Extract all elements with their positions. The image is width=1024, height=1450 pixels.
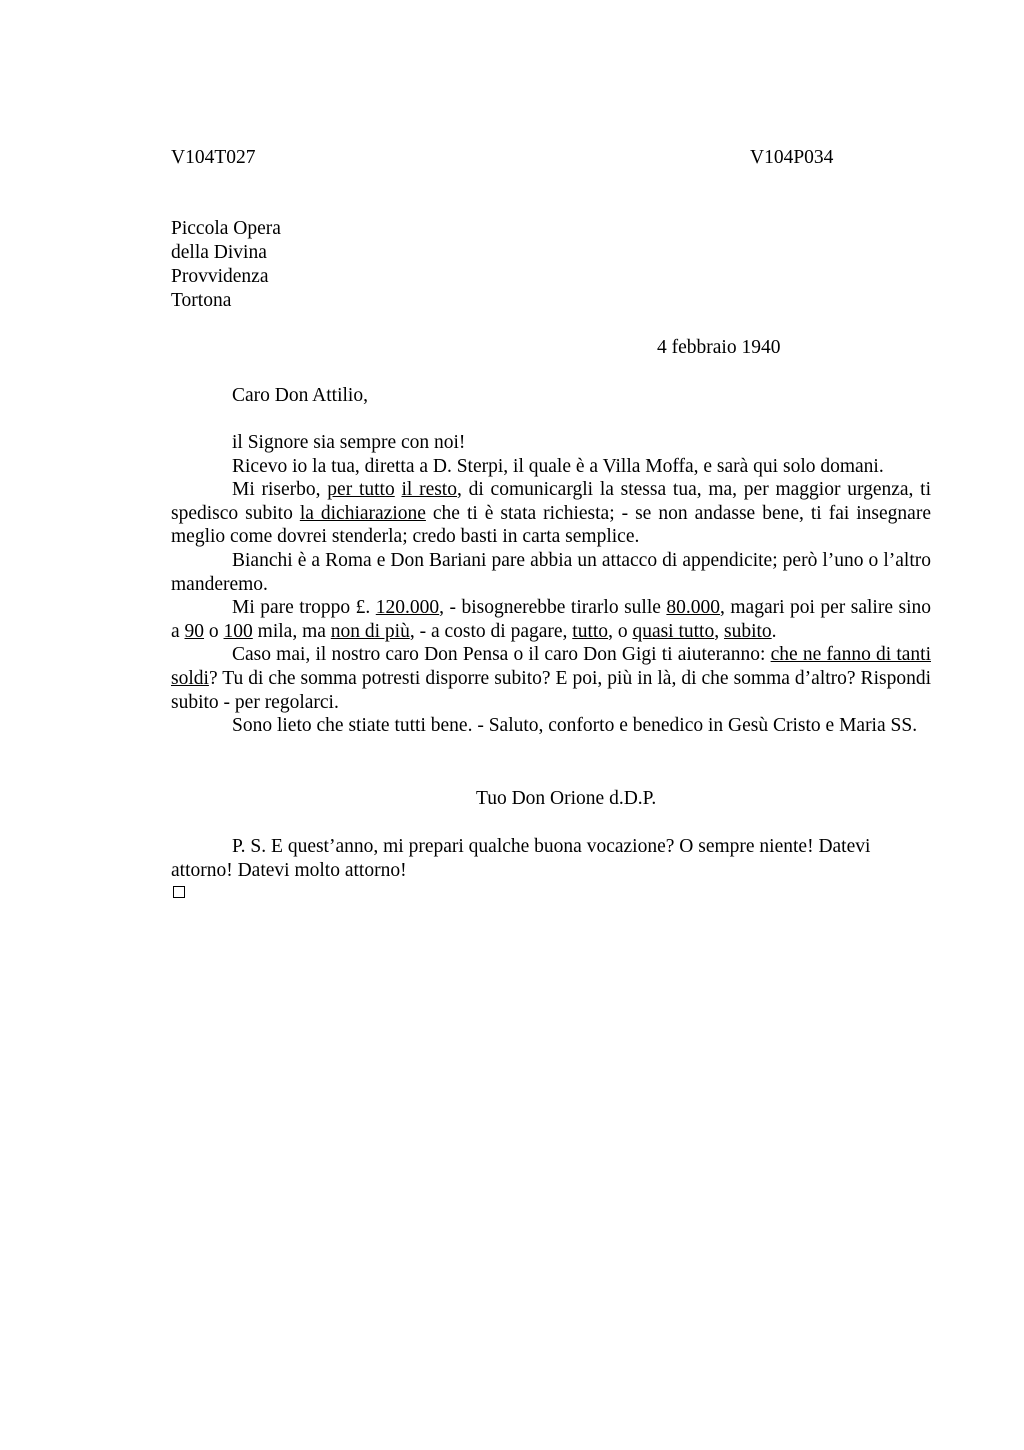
body-paragraph: il Signore sia sempre con noi! xyxy=(232,432,466,453)
underlined-text: subito xyxy=(723,620,772,642)
signature: Tuo Don Orione d.D.P. xyxy=(476,788,657,809)
underlined-text: quasi tutto xyxy=(632,620,715,642)
sender-address xyxy=(171,217,281,313)
salutation: Caro Don Attilio, xyxy=(232,385,368,406)
letter-date: 4 febbraio 1940 xyxy=(657,337,781,358)
empty-square-icon xyxy=(173,886,185,898)
body-paragraph: Caso mai, il nostro caro Don Pensa o il caro Don Gigi ti aiuteranno: che ne fanno di tanti soldi? Tu di che somma potresti disporre subito? E poi, più in là, di che somma d’altro? Rispondi subito - per regolarci. xyxy=(171,644,931,713)
underlined-text: non di più xyxy=(330,620,410,642)
sender-line: Tortona xyxy=(171,290,232,311)
underlined-text: 100 xyxy=(223,620,253,642)
underlined-text: 90 xyxy=(184,620,205,642)
underlined-text: il resto xyxy=(401,479,457,501)
underlined-text: che ne fanno di tanti soldi xyxy=(171,644,931,689)
postscript xyxy=(171,835,931,883)
sender-line: Provvidenza xyxy=(171,266,269,287)
document-code-left: V104T027 xyxy=(171,147,256,168)
underlined-text: la dichiarazione xyxy=(299,502,426,524)
body-paragraph: Mi riserbo, per tutto il resto, di comunicargli la stessa tua, ma, per maggior urgenza, ti spedisco subito la dichiarazione che ti è stata richiesta; - se non andasse bene, ti fai insegnare meglio come dovrei stenderla; credo basti in carta semplice. xyxy=(171,479,932,548)
letter-body xyxy=(171,431,931,738)
underlined-text: per tutto xyxy=(327,479,395,501)
body-paragraph: Ricevo io la tua, diretta a D. Sterpi, il quale è a Villa Moffa, e sarà qui solo domani. xyxy=(232,455,884,477)
underlined-text: 80.000 xyxy=(666,597,721,619)
sender-line: Piccola Opera xyxy=(171,218,281,239)
sender-line: della Divina xyxy=(171,242,267,263)
underlined-text: tutto xyxy=(572,620,609,642)
body-paragraph: Sono lieto che stiate tutti bene. - Saluto, conforto e benedico in Gesù Cristo e Maria SS. xyxy=(232,715,918,737)
document-code-right: V104P034 xyxy=(750,147,834,168)
body-paragraph: Mi pare troppo £. 120.000, - bisognerebbe tirarlo sulle 80.000, magari poi per salire sino a 90 o 100 mila, ma non di più, - a costo di pagare, tutto, o quasi tutto, subito. xyxy=(171,597,931,642)
postscript-text: P. S. E quest’anno, mi prepari qualche buona vocazione? O sempre niente! Datevi attorno! Datevi molto attorno! xyxy=(171,836,871,881)
body-paragraph: Bianchi è a Roma e Don Bariani pare abbia un attacco di appendicite; però l’uno o l’altro manderemo. xyxy=(171,549,931,595)
underlined-text: 120.000 xyxy=(375,597,440,619)
